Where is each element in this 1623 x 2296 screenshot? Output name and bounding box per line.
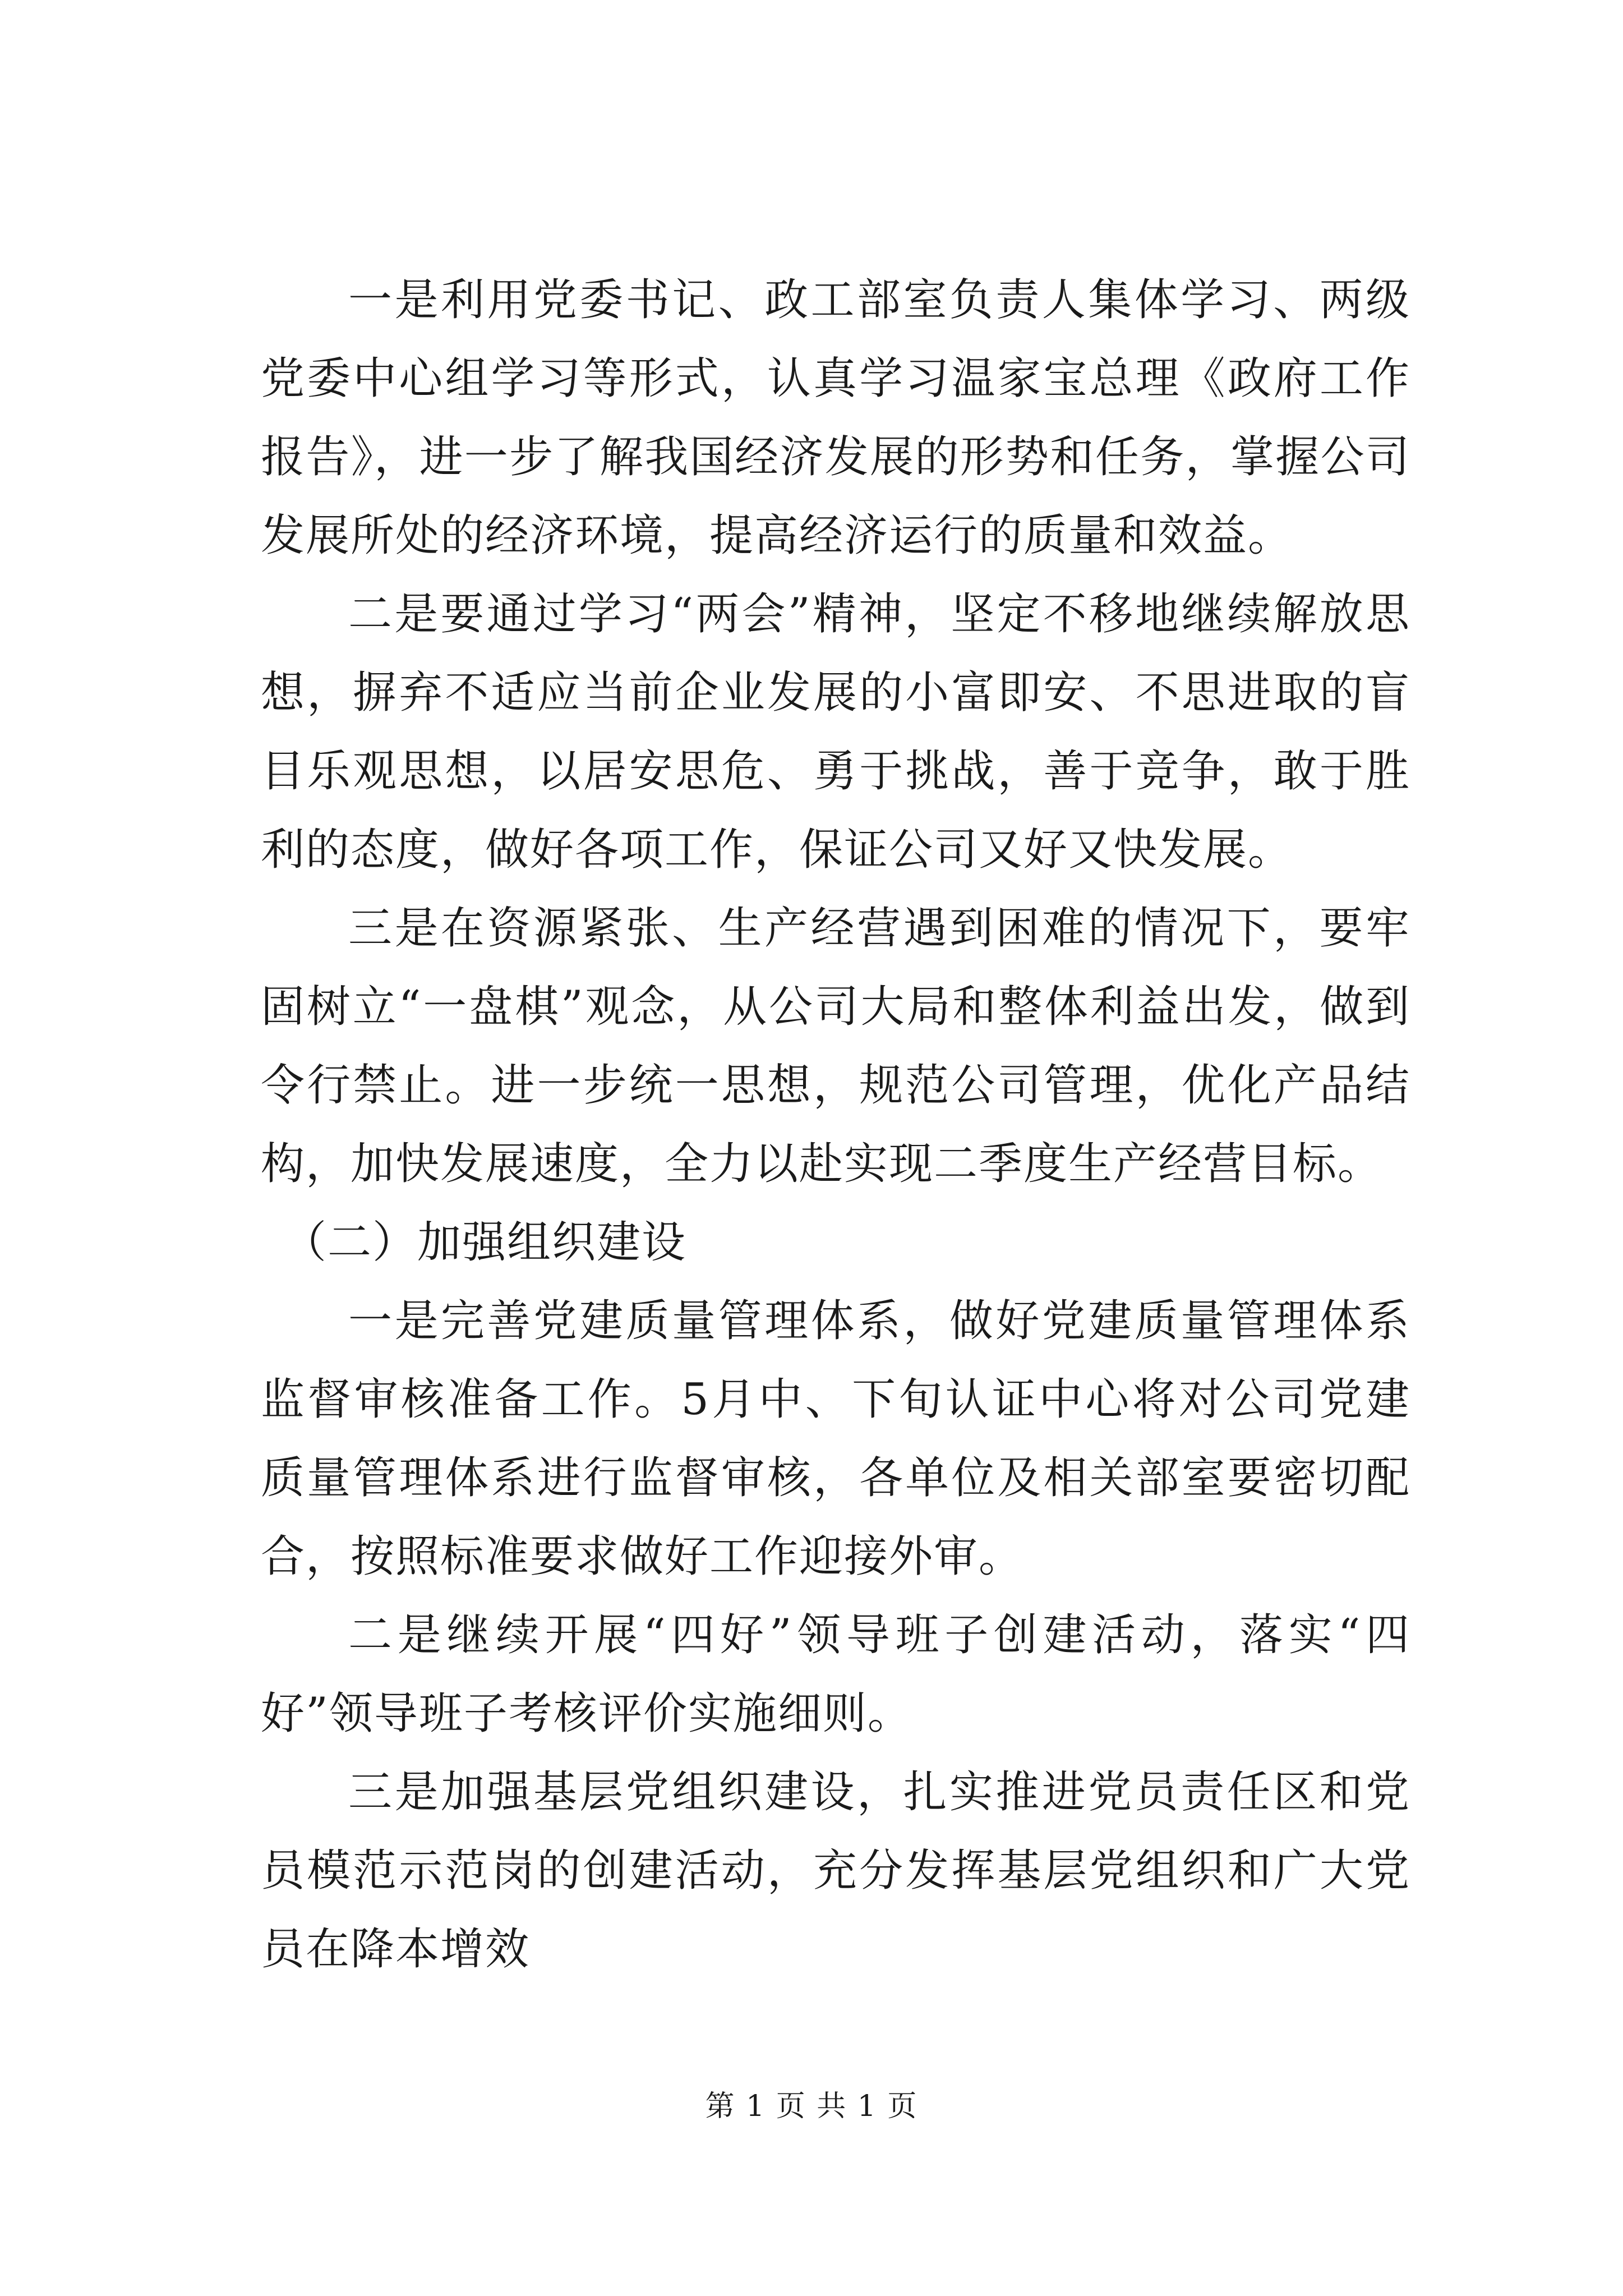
paragraph-org-1: 一是完善党建质量管理体系，做好党建质量管理体系监督审核准备工作。5月中、下旬认证中心将对公司党建质量管理体系进行监督审核，各单位及相关部室要密切配合，按照标准要求做好工作迎接外审。	[261, 1296, 1410, 1582]
paragraph-study-1: 一是利用党委书记、政工部室负责人集体学习、两级党委中心组学习等形式，认真学习温家宝总理《政府工作报告》，进一步了解我国经济发展的形势和任务，掌握公司发展所处的经济环境，提高经济运行的质量和效益。	[261, 275, 1410, 561]
paragraph-study-3: 三是在资源紧张、生产经营遇到困难的情况下，要牢固树立“一盘棋”观念，从公司大局和整体利益出发，做到令行禁止。进一步统一思想，规范公司管理，优化产品结构，加快发展速度，全力以赴实现二季度生产经营目标。	[261, 903, 1410, 1189]
page-number-label: 第 1 页 共 1 页	[705, 2090, 918, 2123]
section-heading: （二）加强组织建设	[283, 1217, 687, 1268]
document-body	[261, 261, 1410, 1989]
paragraph-org-3: 三是加强基层党组织建设，扎实推进党员责任区和党员模范示范岗的创建活动，充分发挥基层党组织和广大党员在降本增效	[261, 1767, 1410, 1975]
page-footer	[0, 2087, 1623, 2126]
paragraph-study-2: 二是要通过学习“两会”精神，坚定不移地继续解放思想，摒弃不适应当前企业发展的小富即安、不思进取的盲目乐观思想，以居安思危、勇于挑战，善于竞争，敢于胜利的态度，做好各项工作，保证公司又好又快发展。	[261, 589, 1410, 875]
paragraph-org-2: 二是继续开展“四好”领导班子创建活动，落实“四好”领导班子考核评价实施细则。	[261, 1610, 1410, 1739]
